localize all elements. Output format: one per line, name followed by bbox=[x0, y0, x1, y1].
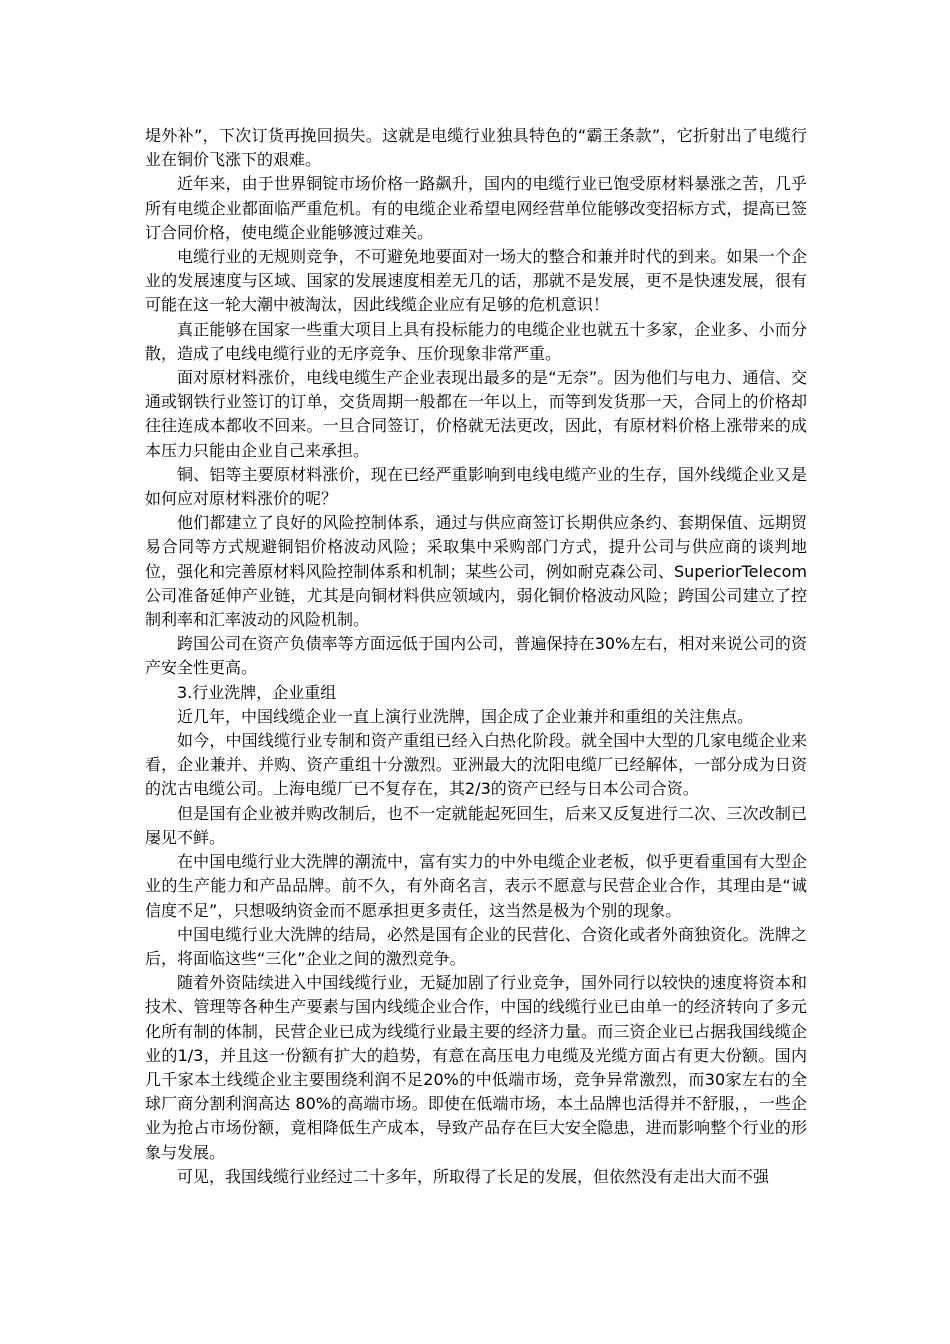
paragraph: 近年来，由于世界铜锭市场价格一路飙升，国内的电缆行业已饱受原材料暴涨之苦，几乎所有电缆企业都面临严重危机。有的电缆企业希望电网经营单位能够改变招标方式，提高已签订合同价格，使电缆企业能够渡过难关。 bbox=[145, 174, 807, 242]
paragraph: 如今，中国线缆行业专制和资产重组已经入白热化阶段。就全国中大型的几家电缆企业来看，企业兼并、并购、资产重组十分激烈。亚洲最大的沈阳电缆厂已经解体，一部分成为日资的沈古电缆公司。上海电缆厂已不复存在，其2/3的资产已经与日本公司合资。 bbox=[145, 731, 807, 799]
paragraph: 铜、铝等主要原材料涨价，现在已经严重影响到电线电缆产业的生存，国外线缆企业又是如何应对原材料涨价的呢？ bbox=[145, 464, 807, 509]
paragraph: 跨国公司在资产负债率等方面远低于国内公司，普遍保持在30%左右，相对来说公司的资产安全性更高。 bbox=[145, 634, 807, 678]
paragraph: 电缆行业的无规则竞争，不可避免地要面对一场大的整合和兼并时代的到来。如果一个企业的发展速度与区域、国家的发展速度相差无几的话，那就不是发展，更不是快速发展，很有可能在这一轮大潮中被淘汰，因此线缆企业应有足够的危机意识！ bbox=[145, 247, 807, 315]
paragraph: 他们都建立了良好的风险控制体系，通过与供应商签订长期供应条约、套期保值、远期贸易合同等方式规避铜铝价格波动风险；采取集中采购部门方式，提升公司与供应商的谈判地位，强化和完善原材料风险控制体系和机制；某些公司，例如耐克森公司、SuperiorTelecom公司准备延伸产业链，尤其是向铜材料供应领域内，弱化铜价格波动风险；跨国公司建立了控制利率和汇率波动的风险机制。 bbox=[145, 513, 807, 630]
paragraph: 随着外资陆续进入中国线缆行业，无疑加剧了行业竞争，国外同行以较快的速度将资本和技术、管理等各种生产要素与国内线缆企业合作，中国的线缆行业已由单一的经济转向了多元化所有制的体制，民营企业已成为线缆行业最主要的经济力量。而三资企业已占据我国线缆企业的1/3，并且这一份额有扩大的趋势，有意在高压电力电缆及光缆方面占有更大份额。国内几千家本土线缆企业主要围绕利润不足20%的中低端市场，竞争异常激烈，而30家左右的全球厂商分割利润高达 80%的高端市场。即使在低端市场，本土品牌也活得并不舒服，，一些企业为抢占市场份额，竟相降低生产成本，导致产品存在巨大安全隐患，进而影响整个行业的形象与发展。 bbox=[145, 973, 807, 1162]
paragraph: 但是国有企业被并购改制后，也不一定就能起死回生，后来又反复进行二次、三次改制已屡见不鲜。 bbox=[145, 803, 807, 847]
paragraph: 近几年，中国线缆企业一直上演行业洗牌，国企成了企业兼并和重组的关注焦点。 bbox=[177, 706, 754, 726]
paragraph: 可见，我国线缆行业经过二十多年，所取得了长足的发展，但依然没有走出大而不强 bbox=[177, 1166, 770, 1186]
section-heading: 3.行业洗牌，企业重组 bbox=[177, 682, 337, 702]
paragraph: 中国电缆行业大洗牌的结局，必然是国有企业的民营化、合资化或者外商独资化。洗牌之后，将面临这些“三化”企业之间的激烈竞争。 bbox=[145, 924, 807, 968]
paragraph: 堤外补”，下次订货再挽回损失。这就是电缆行业独具特色的“霸王条款”，它折射出了电缆行业在铜价飞涨下的艰难。 bbox=[145, 126, 807, 170]
paragraph: 面对原材料涨价，电线电缆生产企业表现出最多的是“无奈”。因为他们与电力、通信、交通或钢铁行业签订的订单，交货周期一般都在一年以上，而等到发货那一天，合同上的价格却往往连成本都收不回来。一旦合同签订，价格就无法更改，因此，有原材料价格上涨带来的成本压力只能由企业自己来承担。 bbox=[145, 368, 807, 460]
paragraph: 在中国电缆行业大洗牌的潮流中，富有实力的中外电缆企业老板，似乎更看重国有大型企业的生产能力和产品品牌。前不久，有外商名言，表示不愿意与民营企业合作，其理由是“诚信度不足”，只想吸纳资金而不愿承担更多责任，这当然是极为个别的现象。 bbox=[145, 852, 807, 920]
paragraph: 真正能够在国家一些重大项目上具有投标能力的电缆企业也就五十多家，企业多、小而分散，造成了电线电缆行业的无序竞争、压价现象非常严重。 bbox=[145, 319, 807, 363]
document-page bbox=[145, 124, 807, 1189]
